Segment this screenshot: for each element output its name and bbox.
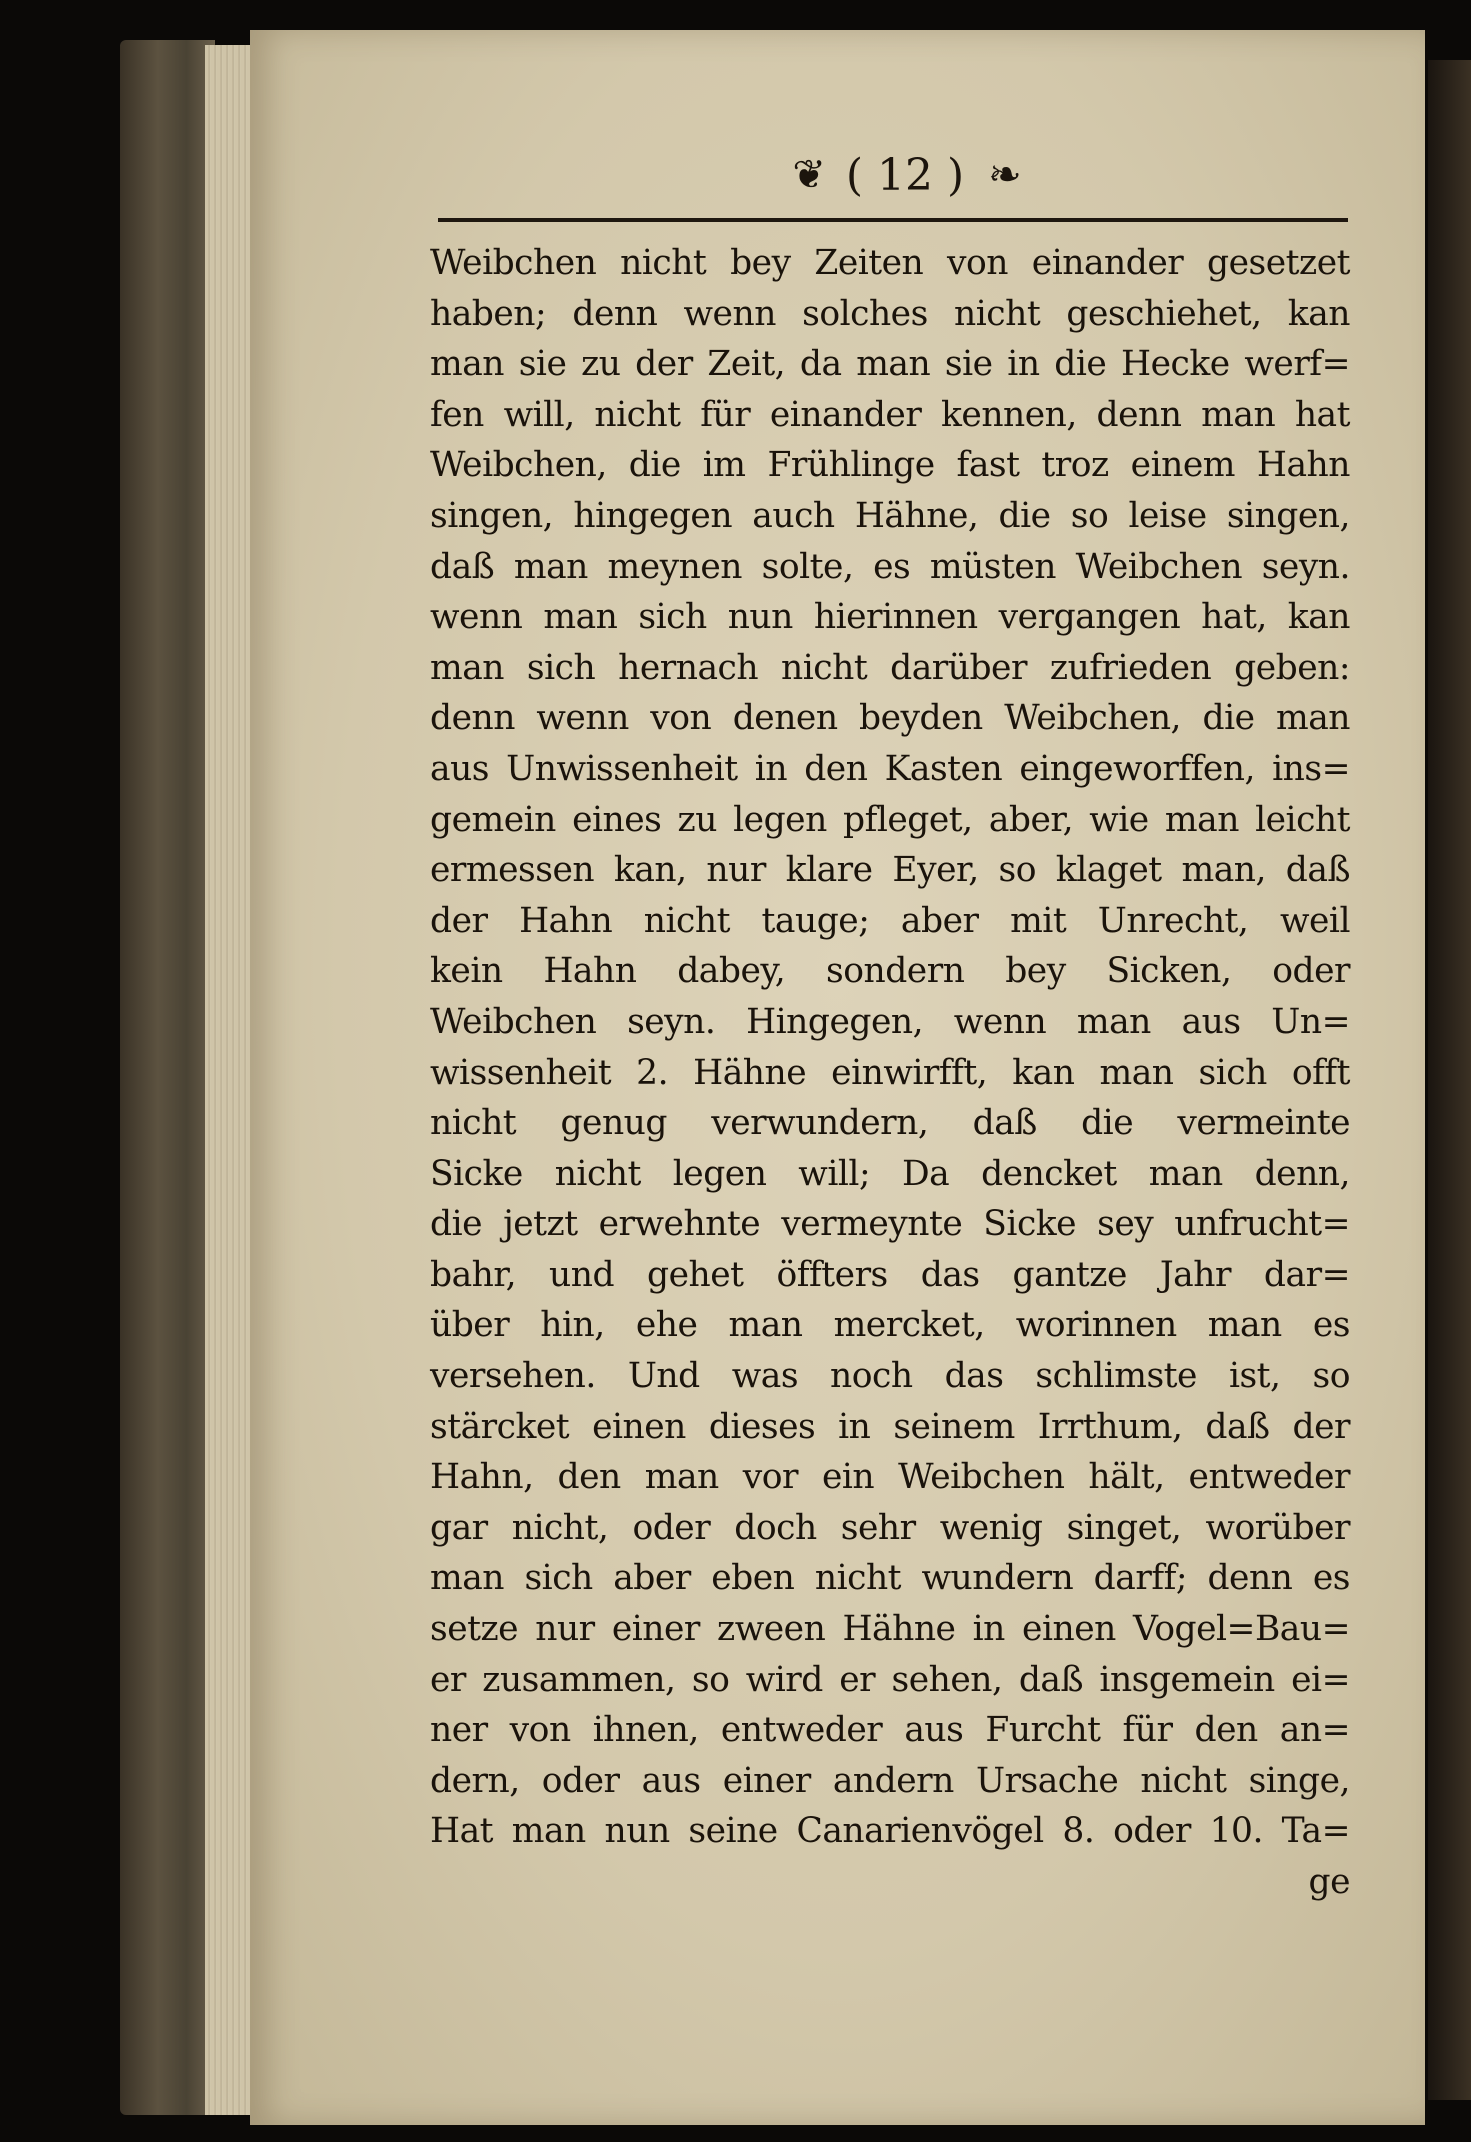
text-line: denn wenn von denen beyden Weibchen, die man — [430, 698, 1350, 739]
book-spine — [120, 40, 215, 2115]
text-line: ermessen kan, nur klare Eyer, so klaget man, daß — [430, 850, 1350, 891]
text-line: die jetzt erwehnte vermeynte Sicke sey unfrucht= — [430, 1204, 1350, 1245]
text-line: über hin, ehe man mercket, worinnen man es — [430, 1305, 1350, 1346]
text-line: dern, oder aus einer andern Ursache nicht singe, — [430, 1760, 1350, 1801]
text-line: Weibchen, die im Frühlinge fast troz einem Hahn — [430, 445, 1350, 486]
text-line: man sie zu der Zeit, da man sie in die Hecke werf= — [430, 344, 1350, 385]
text-line: wissenheit 2. Hähne einwirfft, kan man sich offt — [430, 1052, 1350, 1093]
text-line: ner von ihnen, entweder aus Furcht für den an= — [430, 1710, 1350, 1751]
ornament-right-icon: ❧ — [988, 152, 1018, 198]
text-line: stärcket einen dieses in seinem Irrthum, daß der — [430, 1406, 1350, 1447]
text-line: aus Unwissenheit in den Kasten eingeworffen, ins= — [430, 748, 1350, 789]
text-line: wenn man sich nun hierinnen vergangen hat, kan — [430, 597, 1350, 638]
text-line: gemein eines zu legen pfleget, aber, wie man leicht — [430, 799, 1350, 840]
text-line: kein Hahn dabey, sondern bey Sicken, oder — [430, 951, 1350, 992]
text-line: nicht genug verwundern, daß die vermeinte — [430, 1103, 1350, 1144]
text-line: er zusammen, so wird er sehen, daß insgemein ei= — [430, 1659, 1350, 1700]
text-line: man sich aber eben nicht wundern darff; denn es — [430, 1558, 1350, 1599]
text-line: fen will, nicht für einander kennen, denn man hat — [430, 394, 1350, 435]
page-header — [455, 140, 1355, 210]
right-page-edge — [1428, 60, 1471, 2100]
text-line: versehen. Und was noch das schlimste ist, so — [430, 1356, 1350, 1397]
text-line: der Hahn nicht tauge; aber mit Unrecht, weil — [430, 900, 1350, 941]
ornament-left-icon: ❦ — [792, 152, 822, 198]
text-line: Hat man nun seine Canarienvögel 8. oder 10. Ta= — [430, 1811, 1350, 1852]
header-rule — [438, 218, 1348, 222]
text-line: singen, hingegen auch Hähne, die so leise singen, — [430, 495, 1350, 536]
text-line: haben; denn wenn solches nicht geschiehet, kan — [430, 293, 1350, 334]
text-line: Sicke nicht legen will; Da dencket man denn, — [430, 1153, 1350, 1194]
text-line: setze nur einer zween Hähne in einen Vogel=Bau= — [430, 1609, 1350, 1650]
text-line: Hahn, den man vor ein Weibchen hält, entweder — [430, 1457, 1350, 1498]
text-line: gar nicht, oder doch sehr wenig singet, worüber — [430, 1507, 1350, 1548]
page-number: ( 12 ) — [845, 149, 965, 201]
text-line: Weibchen nicht bey Zeiten von einander gesetzet — [430, 243, 1350, 283]
text-line: bahr, und gehet öffters das gantze Jahr dar= — [430, 1254, 1350, 1295]
text-line: daß man meynen solte, es müsten Weibchen seyn. — [430, 546, 1350, 587]
catchword: ge — [1308, 1862, 1350, 1902]
text-line: man sich hernach nicht darüber zufrieden geben: — [430, 647, 1350, 688]
text-line: Weibchen seyn. Hingegen, wenn man aus Un= — [430, 1001, 1350, 1042]
body-text — [430, 238, 1350, 1908]
